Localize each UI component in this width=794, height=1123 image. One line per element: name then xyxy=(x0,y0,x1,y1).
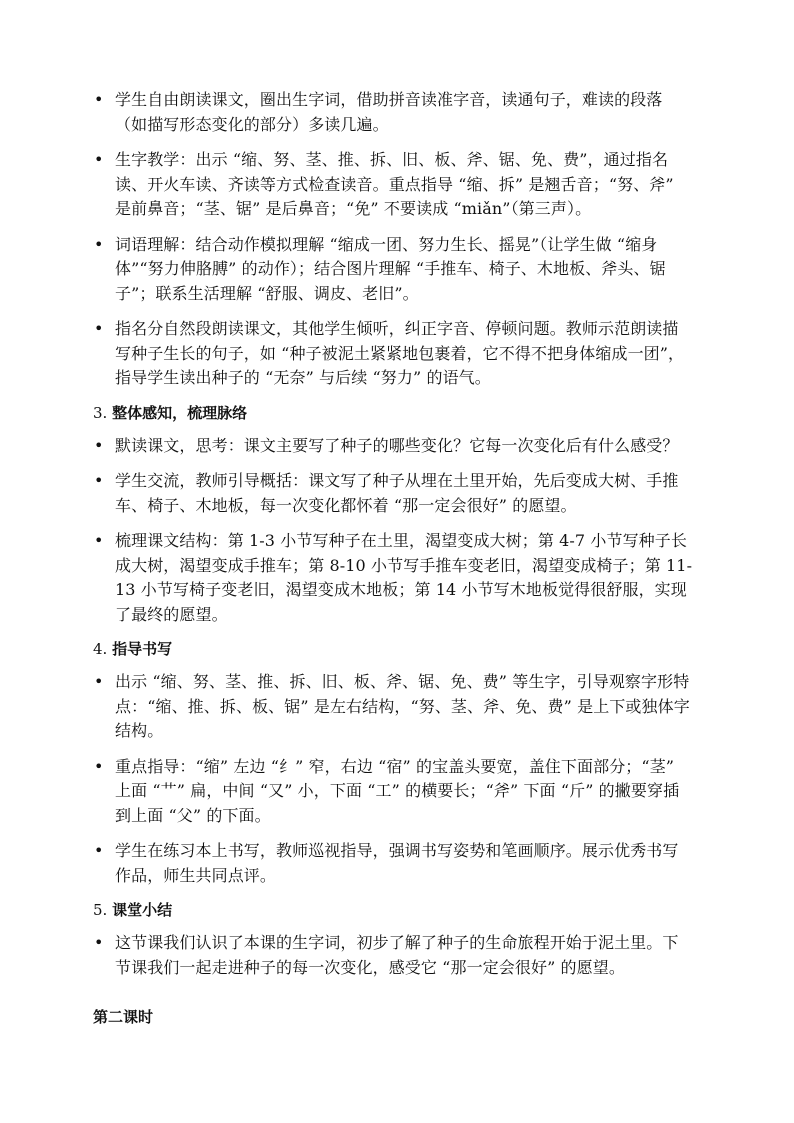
section-title: 整体感知，梳理脉络 xyxy=(112,403,248,422)
list-item xyxy=(93,148,694,222)
bullet-marker: • xyxy=(94,471,104,490)
bullet-text: 学生在练习本上书写，教师巡视指导，强调书写姿势和笔画顺序。展示优秀书写作品，师生共同点评。 xyxy=(115,841,679,885)
list-item xyxy=(93,469,694,518)
bullet-marker: • xyxy=(94,672,104,691)
bullet-text: 指名分自然段朗读课文，其他学生倾听，纠正字音、停顿问题。教师示范朗读描写种子生长的句子，如 “种子被泥土紧紧地包裹着，它不得不把身体缩成一团”，指导学生读出种子的 “无奈” 与后续 “努力” 的语气。 xyxy=(115,319,685,387)
bullet-text: 生字教学：出示 “缩、努、茎、推、拆、旧、板、斧、锯、免、费”，通过指名读、开火车读、齐读等方式检查读音。重点指导 “缩、拆” 是翘舌音；“努、斧” 是前鼻音；“茎、锯” 是后鼻音；“免” 不要读成 “miǎn”（第三声）。 xyxy=(115,150,674,218)
bullet-text: 这节课我们认识了本课的生字词，初步了解了种子的生命旅程开始于泥土里。下节课我们一起走进种子的每一次变化，感受它 “那一定会很好” 的愿望。 xyxy=(115,933,679,977)
list-item xyxy=(93,839,694,888)
list-item xyxy=(93,317,694,391)
section-number: 5. xyxy=(93,901,108,919)
bullet-text: 词语理解：结合动作模拟理解 “缩成一团、努力生长、摇晃”（让学生做 “缩身体”“努力伸胳膊” 的动作）；结合图片理解 “手推车、椅子、木地板、斧头、锯子”；联系生活理解 “舒服、调皮、老旧”。 xyxy=(115,234,666,303)
list-item xyxy=(93,931,694,980)
bullet-text: 学生交流，教师引导概括：课文写了种子从埋在土里开始，先后变成大树、手推车、椅子、木地板，每一次变化都怀着 “那一定会很好” 的愿望。 xyxy=(115,471,679,515)
list-item xyxy=(93,755,694,829)
section-number: 3. xyxy=(93,403,108,422)
bullet-marker: • xyxy=(94,841,104,860)
bullet-marker: • xyxy=(94,150,104,169)
bullet-text: 出示 “缩、努、茎、推、拆、旧、板、斧、锯、免、费” 等生字，引导观察字形特点：“缩、推、拆、板、锯” 是左右结构，“努、茎、斧、免、费” 是上下或独体字结构。 xyxy=(115,672,690,740)
bullet-marker: • xyxy=(94,435,104,455)
list-item xyxy=(93,529,694,627)
section-title: 指导书写 xyxy=(112,640,173,658)
list-item xyxy=(93,88,694,137)
bullet-marker: • xyxy=(94,933,104,952)
bullet-text: 梳理课文结构：第 1-3 小节写种子在土里，渴望变成大树；第 4-7 小节写种子长成大树，渴望变成手推车；第 8-10 小节写手推车变老旧，渴望变成椅子；第 11-13 小节写椅子变老旧，渴望变成木地板；第 14 小节写木地板觉得很舒服，实现了最终的愿望。 xyxy=(115,531,693,624)
bullet-marker: • xyxy=(94,531,104,550)
bullet-text: 学生自由朗读课文，圈出生字词，借助拼音读准字音，读通句子，难读的段落（如描写形态变化的部分）多读几遍。 xyxy=(115,90,663,134)
list-item xyxy=(93,233,694,307)
section-heading-5 xyxy=(93,899,694,921)
bullet-marker: • xyxy=(94,90,104,109)
bullet-text: 重点指导：“缩” 左边 “纟” 窄，右边 “宿” 的宝盖头要宽，盖住下面部分；“茎” 上面 “艹” 扁，中间 “又” 小，下面 “工” 的横要长；“斧” 下面 “斤” 的撇要穿插到上面 “父” 的下面。 xyxy=(115,756,680,825)
section-title: 课堂小结 xyxy=(112,901,173,919)
bullet-text: 默读课文，思考：课文主要写了种子的哪些变化？它每一次变化后有什么感受？ xyxy=(115,435,679,455)
list-item xyxy=(93,670,694,744)
list-item xyxy=(93,434,694,459)
bullet-marker: • xyxy=(94,319,104,338)
bullet-marker: • xyxy=(94,756,104,776)
lesson-title: 第二课时 xyxy=(93,1008,154,1026)
section-heading-4 xyxy=(93,638,694,660)
section-number: 4. xyxy=(93,640,108,658)
section-heading-3 xyxy=(93,402,694,424)
bullet-marker: • xyxy=(94,234,104,254)
